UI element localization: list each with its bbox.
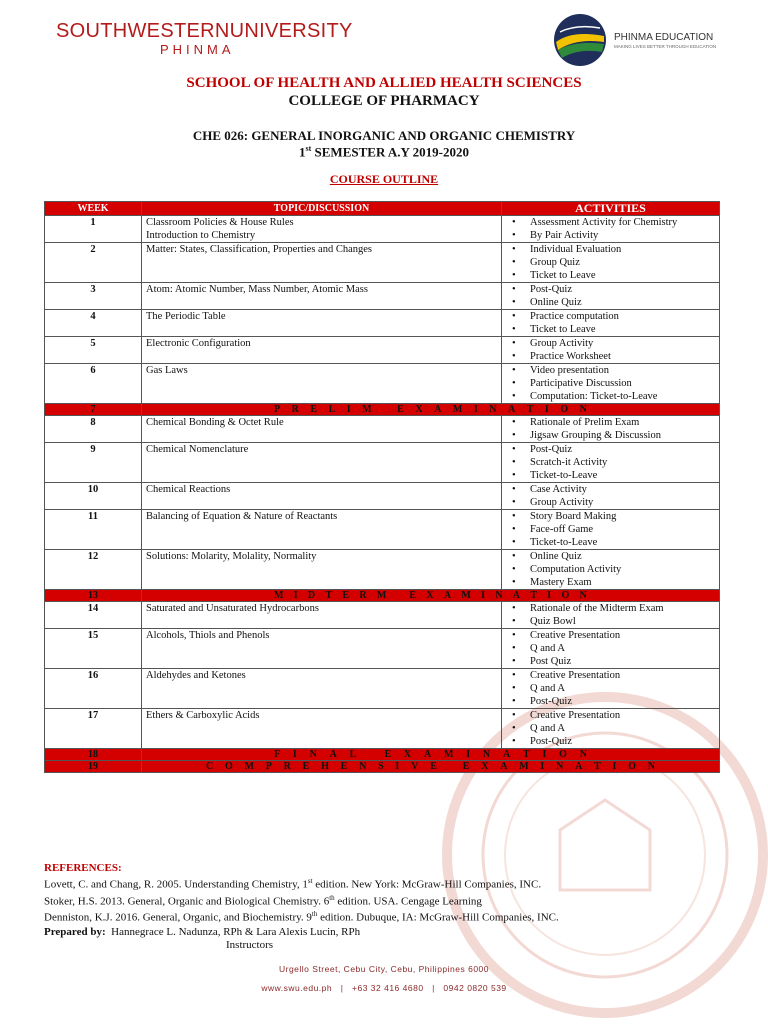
- week-number: 19: [45, 761, 142, 773]
- activities-list: [506, 364, 715, 403]
- topic-text: Classroom Policies & House Rules: [146, 217, 294, 228]
- activity-item: • Q and A: [506, 682, 715, 695]
- reference-item: Stoker, H.S. 2013. General, Organic and Biological Chemistry. 6th edition. USA. Cengage Learning: [44, 893, 482, 908]
- activity-item: • Case Activity: [506, 483, 715, 496]
- college-title: COLLEGE OF PHARMACY: [288, 93, 480, 109]
- activities-cell: [502, 550, 720, 590]
- activity-item: • Post-Quiz: [506, 695, 715, 708]
- activity-item: • Post-Quiz: [506, 283, 715, 296]
- phinma-logo: [552, 12, 716, 68]
- exam-label: [142, 590, 720, 602]
- activities-cell: [502, 483, 720, 510]
- week-number: 9: [45, 443, 142, 483]
- week-number: 13: [45, 590, 142, 602]
- week-number: 4: [45, 310, 142, 337]
- topic-cell: [142, 550, 502, 590]
- activity-item: • Practice Worksheet: [506, 350, 715, 363]
- course-outline-heading: COURSE OUTLINE: [329, 172, 439, 186]
- activities-cell: [502, 629, 720, 669]
- activities-list: [506, 216, 715, 242]
- week-number: 14: [45, 602, 142, 629]
- activity-item: • Creative Presentation: [506, 669, 715, 682]
- course-title: CHE 026: GENERAL INORGANIC AND ORGANIC CHEMISTRY: [192, 128, 576, 143]
- activities-cell: [502, 709, 720, 749]
- week-number: 2: [45, 243, 142, 283]
- prepared-by: [44, 926, 360, 952]
- activity-item: • Face-off Game: [506, 523, 715, 536]
- activity-item: • Ticket-to-Leave: [506, 536, 715, 549]
- activity-item: • Rationale of Prelim Exam: [506, 416, 715, 429]
- table-row: [45, 337, 720, 364]
- table-row: [45, 483, 720, 510]
- topic-text: Introduction to Chemistry: [146, 230, 256, 241]
- activity-item: • Ticket-to-Leave: [506, 469, 715, 482]
- activities-cell: [502, 310, 720, 337]
- activities-cell: [502, 416, 720, 443]
- activity-item: • Jigsaw Grouping & Discussion: [506, 429, 715, 442]
- semester-title: [0, 144, 768, 160]
- university-sub: PHINMA: [160, 42, 235, 57]
- activities-header: ACTIVITIES: [502, 202, 720, 216]
- activity-item: • Ticket to Leave: [506, 269, 715, 282]
- activity-item: • Q and A: [506, 642, 715, 655]
- activities-list: [506, 629, 715, 668]
- prepared-label: Prepared by:: [44, 926, 106, 938]
- topic-cell: [142, 337, 502, 364]
- exam-label: [142, 761, 720, 773]
- partner-tagline: MAKING LIVES BETTER THROUGH EDUCATION: [614, 43, 717, 49]
- activity-item: • Q and A: [506, 722, 715, 735]
- activities-cell: [502, 364, 720, 404]
- topic-cell: [142, 216, 502, 243]
- week-number: 12: [45, 550, 142, 590]
- week-number: 3: [45, 283, 142, 310]
- topic-header: TOPIC/DISCUSSION: [142, 202, 502, 216]
- activity-item: • Computation: Ticket-to-Leave: [506, 390, 715, 403]
- topic-cell: [142, 416, 502, 443]
- activities-cell: [502, 283, 720, 310]
- activities-list: [506, 510, 715, 549]
- partner-name: PHINMA EDUCATION: [614, 31, 714, 43]
- topic-cell: [142, 602, 502, 629]
- topic-text: Saturated and Unsaturated Hydrocarbons: [146, 603, 319, 614]
- table-header-row: [45, 202, 720, 216]
- topic-text: Chemical Bonding & Octet Rule: [146, 417, 284, 428]
- exam-text: P R E L I M E X A M I N A T I O N: [274, 404, 587, 415]
- week-number: 18: [45, 749, 142, 761]
- topic-cell: [142, 483, 502, 510]
- exam-text: F I N A L E X A M I N A T I O N: [274, 749, 587, 760]
- activity-item: • Participative Discussion: [506, 377, 715, 390]
- topic-text: The Periodic Table: [146, 311, 226, 322]
- activity-item: • Group Activity: [506, 337, 715, 350]
- table-row: [45, 443, 720, 483]
- activity-item: • Computation Activity: [506, 563, 715, 576]
- activity-item: • Post Quiz: [506, 655, 715, 668]
- activities-list: [506, 443, 715, 482]
- topic-text: Balancing of Equation & Nature of Reactants: [146, 511, 338, 522]
- table-row: [45, 709, 720, 749]
- topic-cell: [142, 629, 502, 669]
- exam-text: M I D T E R M E X A M I N A T I O N: [274, 590, 587, 601]
- table-row: [45, 550, 720, 590]
- activity-item: • Creative Presentation: [506, 629, 715, 642]
- activities-cell: [502, 669, 720, 709]
- activity-item: • Rationale of the Midterm Exam: [506, 602, 715, 615]
- table-row: [45, 510, 720, 550]
- table-row: [45, 283, 720, 310]
- topic-text: Alcohols, Thiols and Phenols: [146, 630, 270, 641]
- semester-number: 1: [299, 144, 306, 160]
- topic-text: Matter: States, Classification, Properties and Changes: [146, 244, 372, 255]
- week-number: 1: [45, 216, 142, 243]
- week-number: 15: [45, 629, 142, 669]
- semester-text: SEMESTER A.Y 2019-2020: [311, 144, 469, 160]
- table-body: [45, 216, 720, 773]
- activity-item: • Online Quiz: [506, 550, 715, 563]
- topic-text: Chemical Nomenclature: [146, 444, 249, 455]
- activity-item: • Assessment Activity for Chemistry: [506, 216, 715, 229]
- activity-item: • By Pair Activity: [506, 229, 715, 242]
- table-row: [45, 310, 720, 337]
- references-heading: REFERENCES:: [44, 862, 122, 874]
- reference-item: Denniston, K.J. 2016. General, Organic, and Biochemistry. 9th edition. Dubuque, IA: McGraw-Hill Companies, INC.: [44, 910, 559, 924]
- activities-list: [506, 602, 715, 628]
- references: [44, 862, 724, 925]
- activities-list: [506, 669, 715, 708]
- topic-text: Aldehydes and Ketones: [146, 670, 246, 681]
- activity-item: • Story Board Making: [506, 510, 715, 523]
- prepared-role: Instructors: [226, 939, 274, 951]
- exam-row: [45, 404, 720, 416]
- activities-list: [506, 550, 715, 589]
- table-row: [45, 216, 720, 243]
- activities-list: [506, 709, 715, 748]
- topic-cell: [142, 443, 502, 483]
- university-name: SOUTHWESTERNUNIVERSITY: [56, 20, 353, 42]
- week-number: 10: [45, 483, 142, 510]
- exam-row: [45, 761, 720, 773]
- activities-cell: [502, 337, 720, 364]
- activity-item: • Mastery Exam: [506, 576, 715, 589]
- activities-cell: [502, 243, 720, 283]
- school-title: SCHOOL OF HEALTH AND ALLIED HEALTH SCIENCES: [186, 75, 582, 91]
- topic-text: Chemical Reactions: [146, 484, 231, 495]
- activity-item: • Online Quiz: [506, 296, 715, 309]
- exam-row: [45, 590, 720, 602]
- topic-cell: [142, 669, 502, 709]
- exam-label: [142, 749, 720, 761]
- topic-cell: [142, 243, 502, 283]
- activity-item: • Group Quiz: [506, 256, 715, 269]
- prepared-names: Hannegrace L. Nadunza, RPh & Lara Alexis Lucin, RPh: [111, 926, 361, 938]
- table-row: [45, 602, 720, 629]
- activities-list: [506, 243, 715, 282]
- table-row: [45, 629, 720, 669]
- table-row: [45, 669, 720, 709]
- table-row: [45, 416, 720, 443]
- topic-text: Gas Laws: [146, 365, 188, 376]
- semester-sup: st: [305, 144, 312, 153]
- activity-item: • Practice computation: [506, 310, 715, 323]
- activity-item: • Post-Quiz: [506, 443, 715, 456]
- footer-address: Urgello Street, Cebu City, Cebu, Philippines 6000: [278, 964, 490, 974]
- week-number: 17: [45, 709, 142, 749]
- activity-item: • Creative Presentation: [506, 709, 715, 722]
- exam-text: C O M P R E H E N S I V E E X A M I N A T I O N: [206, 761, 655, 772]
- footer-contacts: www.swu.edu.ph | +63 32 416 4680 | 0942 0820 539: [261, 983, 507, 993]
- activities-cell: [502, 443, 720, 483]
- activity-item: • Ticket to Leave: [506, 323, 715, 336]
- week-header: WEEK: [45, 202, 142, 216]
- topic-cell: [142, 283, 502, 310]
- topic-text: Electronic Configuration: [146, 338, 251, 349]
- activity-item: • Group Activity: [506, 496, 715, 509]
- week-number: 11: [45, 510, 142, 550]
- activities-cell: [502, 510, 720, 550]
- topic-text: Solutions: Molarity, Molality, Normality: [146, 551, 317, 562]
- activities-list: [506, 483, 715, 509]
- topic-cell: [142, 310, 502, 337]
- activities-list: [506, 337, 715, 363]
- reference-item: Lovett, C. and Chang, R. 2005. Understanding Chemistry, 1st edition. New York: McGraw-Hill Companies, INC.: [44, 877, 542, 891]
- activities-list: [506, 310, 715, 336]
- topic-text: Atom: Atomic Number, Mass Number, Atomic Mass: [146, 284, 368, 295]
- week-number: 5: [45, 337, 142, 364]
- table-row: [45, 364, 720, 404]
- activity-item: • Scratch-it Activity: [506, 456, 715, 469]
- topic-text: Ethers & Carboxylic Acids: [146, 710, 260, 721]
- exam-label: [142, 404, 720, 416]
- table-row: [45, 243, 720, 283]
- topic-cell: [142, 510, 502, 550]
- week-number: 8: [45, 416, 142, 443]
- activities-list: [506, 283, 715, 309]
- week-number: 6: [45, 364, 142, 404]
- activity-item: • Video presentation: [506, 364, 715, 377]
- activities-list: [506, 416, 715, 442]
- topic-cell: [142, 709, 502, 749]
- week-number: 16: [45, 669, 142, 709]
- exam-row: [45, 749, 720, 761]
- week-number: 7: [45, 404, 142, 416]
- course-outline-table: [44, 201, 720, 773]
- university-logo: [56, 20, 353, 57]
- activity-item: • Quiz Bowl: [506, 615, 715, 628]
- activity-item: • Post-Quiz: [506, 735, 715, 748]
- topic-cell: [142, 364, 502, 404]
- phinma-globe-icon: [552, 12, 608, 68]
- activities-cell: [502, 216, 720, 243]
- activity-item: • Individual Evaluation: [506, 243, 715, 256]
- activities-cell: [502, 602, 720, 629]
